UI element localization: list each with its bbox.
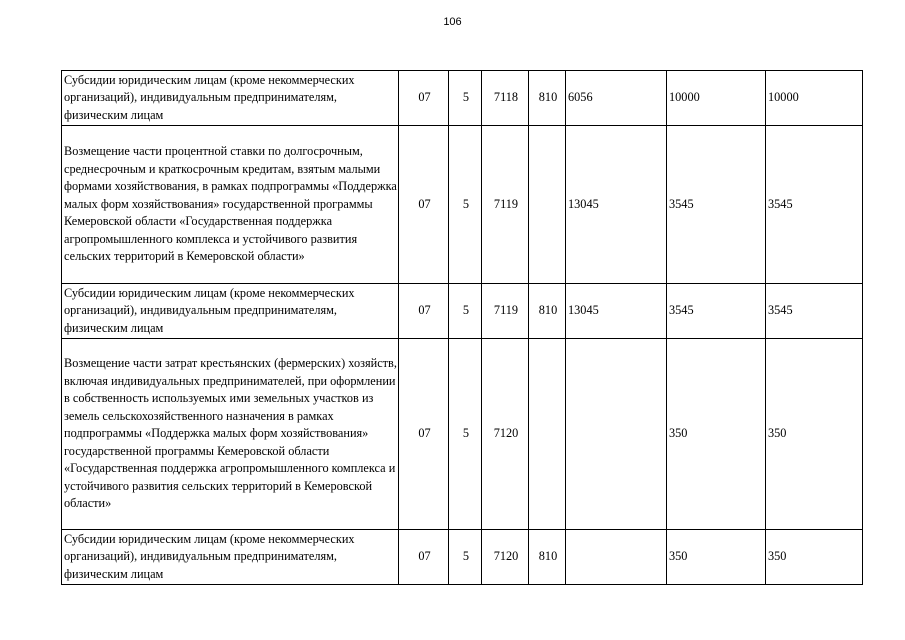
subsection-code: 5 — [449, 339, 482, 530]
row-description: Субсидии юридическим лицам (кроме некоммерческих организаций), индивидуальным предпринимателям, физическим лицам — [62, 530, 399, 585]
budget-table — [61, 70, 863, 585]
target-article-code: 7119 — [482, 126, 529, 284]
target-article-code: 7118 — [482, 71, 529, 126]
section-code: 07 — [399, 284, 449, 339]
amount-1: 6056 — [566, 71, 667, 126]
amount-3: 3545 — [766, 126, 863, 284]
expense-type-code: 810 — [529, 71, 566, 126]
row-description: Субсидии юридическим лицам (кроме некоммерческих организаций), индивидуальным предпринимателям, физическим лицам — [62, 71, 399, 126]
amount-1 — [566, 339, 667, 530]
subsection-code: 5 — [449, 126, 482, 284]
amount-2: 10000 — [667, 71, 766, 126]
expense-type-code: 810 — [529, 284, 566, 339]
amount-1: 13045 — [566, 284, 667, 339]
amount-2: 3545 — [667, 126, 766, 284]
table-row — [62, 284, 863, 339]
amount-1: 13045 — [566, 126, 667, 284]
section-code: 07 — [399, 126, 449, 284]
row-description: Возмещение части процентной ставки по долгосрочным, среднесрочным и краткосрочным кредитам, взятым малыми формами хозяйствования, в рамках подпрограммы «Поддержка малых форм хозяйствования» государственной программы Кемеровской области «Государственная поддержка агропромышленного комплекса и устойчивого развития сельских территорий в Кемеровской области» — [62, 126, 399, 284]
amount-3: 350 — [766, 530, 863, 585]
amount-2: 350 — [667, 530, 766, 585]
target-article-code: 7120 — [482, 339, 529, 530]
section-code: 07 — [399, 339, 449, 530]
amount-3: 3545 — [766, 284, 863, 339]
subsection-code: 5 — [449, 284, 482, 339]
target-article-code: 7119 — [482, 284, 529, 339]
target-article-code: 7120 — [482, 530, 529, 585]
table-row — [62, 71, 863, 126]
subsection-code: 5 — [449, 71, 482, 126]
section-code: 07 — [399, 71, 449, 126]
amount-3: 350 — [766, 339, 863, 530]
amount-3: 10000 — [766, 71, 863, 126]
expense-type-code — [529, 126, 566, 284]
table-row — [62, 126, 863, 284]
table-row — [62, 339, 863, 530]
amount-2: 350 — [667, 339, 766, 530]
amount-1 — [566, 530, 667, 585]
row-description: Субсидии юридическим лицам (кроме некоммерческих организаций), индивидуальным предпринимателям, физическим лицам — [62, 284, 399, 339]
expense-type-code: 810 — [529, 530, 566, 585]
amount-2: 3545 — [667, 284, 766, 339]
page-number: 106 — [443, 16, 462, 28]
section-code: 07 — [399, 530, 449, 585]
table-row — [62, 530, 863, 585]
expense-type-code — [529, 339, 566, 530]
row-description: Возмещение части затрат крестьянских (фермерских) хозяйств, включая индивидуальных предпринимателей, при оформлении в собственность используемых ими земельных участков из земель сельскохозяйственного назначения в рамках подпрограммы «Поддержка малых форм хозяйствования» государственной программы Кемеровской области «Государственная поддержка агропромышленного комплекса и устойчивого развития сельских территорий в Кемеровской области» — [62, 339, 399, 530]
subsection-code: 5 — [449, 530, 482, 585]
